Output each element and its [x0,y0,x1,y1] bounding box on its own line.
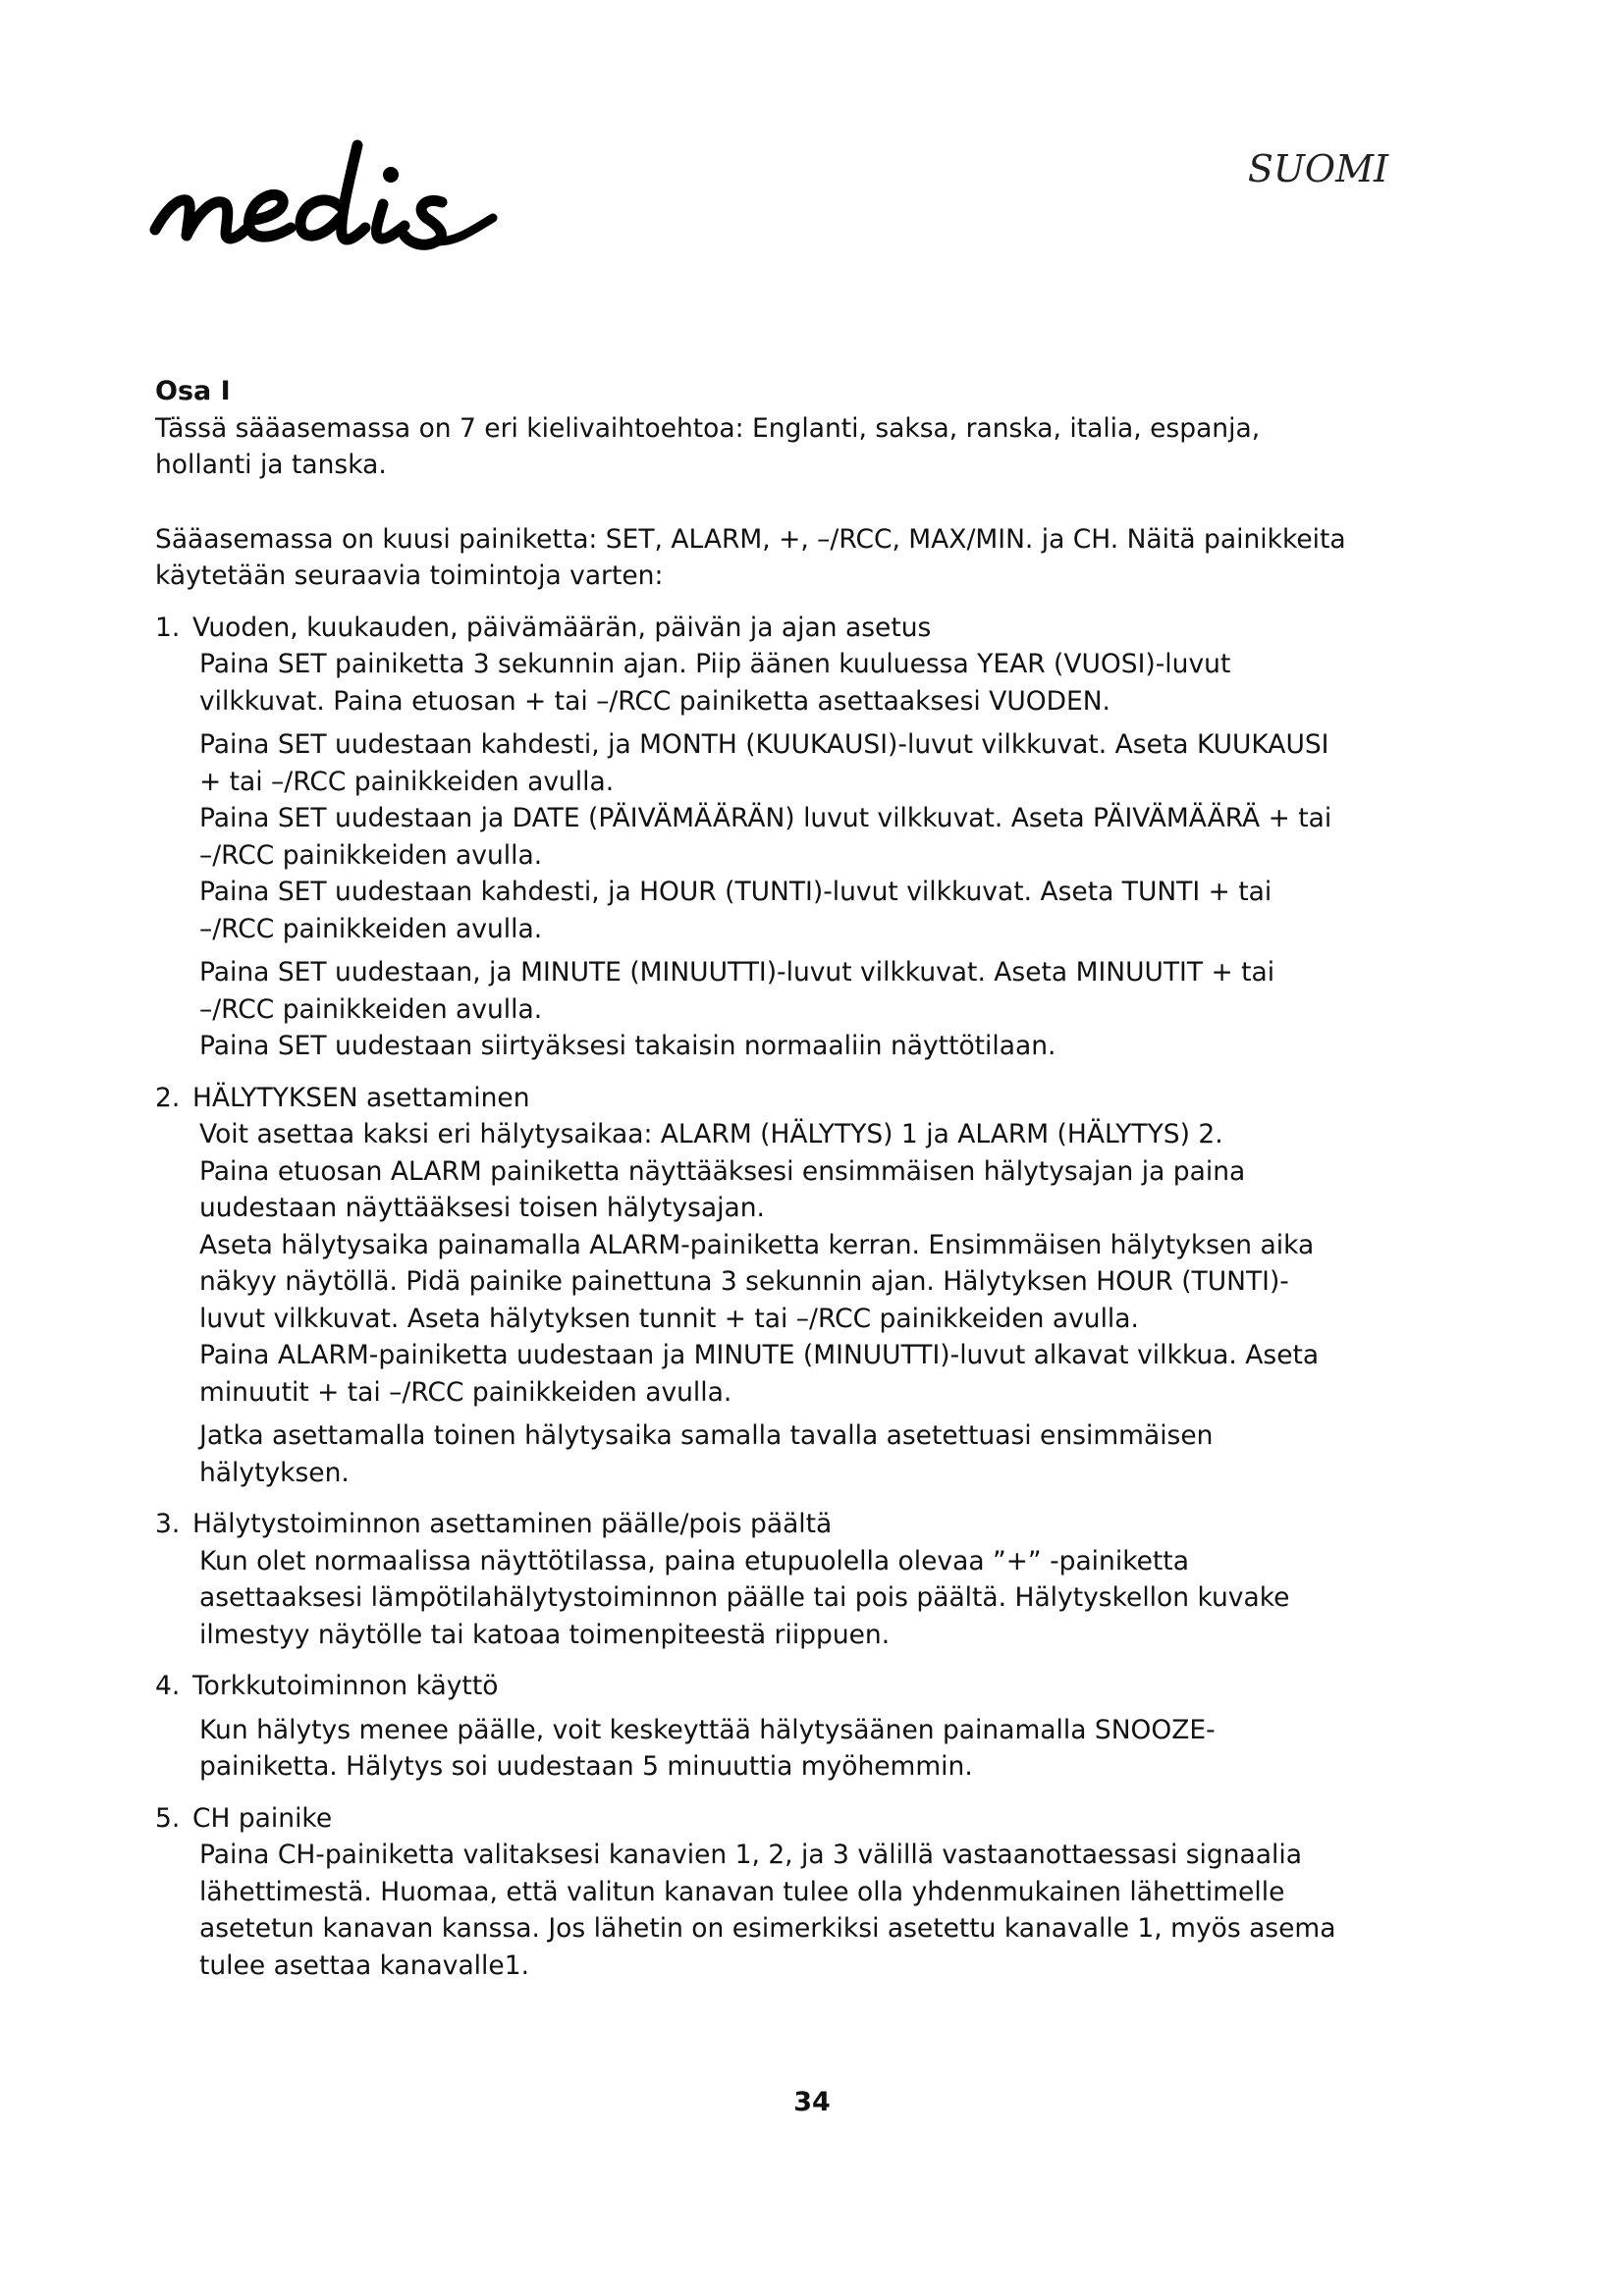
item-body [199,1543,1348,1654]
item-number: 2. [155,1082,181,1113]
item-title: HÄLYTYKSEN asettaminen [192,1082,530,1113]
list-item [155,610,1348,1065]
list-item [155,1800,1348,1985]
item-number: 1. [155,612,181,643]
section-title: Osa I [155,376,231,406]
document-body [155,373,1348,1999]
language-label: SUOMI [1247,147,1388,190]
list-item [155,1506,1348,1653]
item-paragraph: Voit asettaa kaksi eri hälytysaikaa: ALARM (HÄLYTYS) 1 ja ALARM (HÄLYTYS) 2. [199,1119,1223,1149]
item-body [199,1712,1348,1786]
list-item [155,1080,1348,1492]
item-body [199,1837,1348,1984]
buttons-intro-paragraph: Sääasemassa on kuusi painiketta: SET, ALARM, +, –/RCC, MAX/MIN. ja CH. Näitä painikkeita käytetään seuraavia toimintoja varten: [155,523,1346,591]
item-title: Hälytystoiminnon asettaminen päälle/pois päältä [192,1509,833,1539]
item-paragraph: Paina SET uudestaan siirtyäksesi takaisin normaaliin näyttötilaan. [199,1031,1056,1061]
item-paragraph: Paina CH-painiketta valitaksesi kanavien 1, 2, ja 3 välillä vastaanottaessasi signaalia lähettimestä. Huomaa, että valitun kanavan tulee olla yhdenmukainen lähettimelle asetetun kanavan kanssa. Jos lähetin on esimerkiksi asetettu kanavalle 1, myös asema tulee asettaa kanavalle1. [199,1840,1336,1981]
item-paragraph: Paina ALARM-painiketta uudestaan ja MINUTE (MINUUTTI)-luvut alkavat vilkkua. Aseta minuutit + tai –/RCC painikkeiden avulla. [199,1340,1320,1408]
item-body [199,646,1348,1065]
item-paragraph: Paina SET uudestaan ja DATE (PÄIVÄMÄÄRÄN) luvut vilkkuvat. Aseta PÄIVÄMÄÄRÄ + tai –/RCC painikkeiden avulla. [199,803,1332,871]
item-paragraph: Paina SET painiketta 3 sekunnin ajan. Piip äänen kuuluessa YEAR (VUOSI)-luvut vilkkuvat. Paina etuosan + tai –/RCC painiketta asettaaksesi VUODEN. [199,649,1231,717]
instruction-list [155,610,1348,1985]
page-number: 34 [793,2087,831,2117]
item-number: 5. [155,1802,181,1834]
item-paragraph: Aseta hälytysaika painamalla ALARM-painiketta kerran. Ensimmäisen hälytyksen aika näkyy näytöllä. Pidä painike painettuna 3 sekunnin ajan. Hälytyksen HOUR (TUNTI)-luvut vilkkuvat. Aseta hälytyksen tunnit + tai –/RCC painikkeiden avulla. [199,1229,1315,1334]
item-paragraph: Paina etuosan ALARM painiketta näyttääksesi ensimmäisen hälytysajan ja paina uudestaan näyttääksesi toisen hälytysajan. [199,1155,1246,1223]
item-paragraph: Kun olet normaalissa näyttötilassa, paina etupuolella olevaa ”+” -painiketta asettaaksesi lämpötilahälytystoiminnon päälle tai pois päältä. Hälytyskellon kuvake ilmestyy näytölle tai katoaa toimenpiteestä riippuen. [199,1545,1290,1650]
item-paragraph: Kun hälytys menee päälle, voit keskeyttää hälytysäänen painamalla SNOOZE-painiketta. Hälytys soi uudestaan 5 minuuttia myöhemmin. [199,1714,1216,1782]
item-number: 4. [155,1671,181,1701]
item-body [199,1116,1348,1491]
item-paragraph: Paina SET uudestaan kahdesti, ja MONTH (KUUKAUSI)-luvut vilkkuvat. Aseta KUUKAUSI + tai –/RCC painikkeiden avulla. [199,729,1329,797]
nedis-logo [147,139,579,281]
list-item [155,1668,1348,1786]
item-title: Torkkutoiminnon käyttö [192,1671,499,1701]
item-paragraph: Jatka asettamalla toinen hälytysaika samalla tavalla asetettuasi ensimmäisen hälytyksen. [199,1420,1214,1488]
intro-paragraph: Tässä sääasemassa on 7 eri kielivaihtoehtoa: Englanti, saksa, ranska, italia, espanja, hollanti ja tanska. [155,412,1261,480]
item-number: 3. [155,1509,181,1539]
nedis-logo-graphic [147,139,579,277]
item-paragraph: Paina SET uudestaan kahdesti, ja HOUR (TUNTI)-luvut vilkkuvat. Aseta TUNTI + tai –/RCC painikkeiden avulla. [199,877,1272,944]
item-title: Vuoden, kuukauden, päivämäärän, päivän ja ajan asetus [192,612,932,643]
item-paragraph: Paina SET uudestaan, ja MINUTE (MINUUTTI)-luvut vilkkuvat. Aseta MINUUTIT + tai –/RCC painikkeiden avulla. [199,957,1275,1025]
item-title: CH painike [192,1802,333,1834]
